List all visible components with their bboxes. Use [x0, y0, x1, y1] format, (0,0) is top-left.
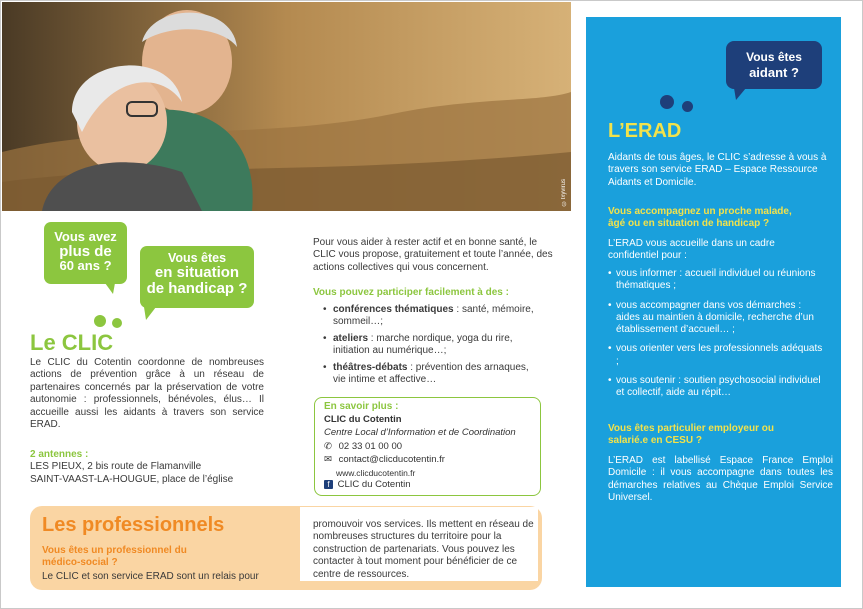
list-item	[323, 333, 543, 358]
professionals-question: Vous êtes un professionnel du médico-social ?	[42, 545, 187, 568]
list-item-bold: ateliers	[333, 332, 369, 344]
list-item: • vous orienter vers les professionnels adéquats ;	[608, 343, 823, 368]
phone-icon: ✆	[324, 441, 332, 452]
seniors-photo	[2, 2, 571, 211]
list-item: • vous informer : accueil individuel ou réunions thématiques ;	[608, 268, 823, 293]
erad-cesu-text: L’ERAD est labellisé Espace France Emploi Domicile : il vous accompagne dans toutes les démarches relatives au Chèque Emploi Service Universel.	[608, 455, 833, 503]
erad-question-aidant: Vous accompagnez un proche malade, âgé ou en situation de handicap ?	[608, 206, 792, 230]
list-item	[323, 362, 543, 387]
contact-web[interactable]: www.clicducotentin.fr	[336, 468, 416, 478]
list-item: • vous accompagner dans vos démarches : aides au maintien à domicile, recherche d’un établissement d’accueil… ;	[608, 300, 823, 337]
bubble-aidant	[726, 41, 822, 89]
list-item-bold: conférences thématiques	[333, 304, 454, 315]
thought-dot-icon	[682, 101, 693, 112]
activities-intro: Pour vous aider à rester actif et en bonne santé, le CLIC vous propose, gratuitement et toute l’année, des actions collectives qui vous concernent.	[313, 237, 553, 273]
bubble-text: 60 ans ?	[59, 258, 112, 274]
facebook-icon: f	[324, 480, 333, 489]
erad-intro: Aidants de tous âges, le CLIC s’adresse à vous à travers son service ERAD – Espace Ressource Aidants et Domicile.	[608, 152, 827, 188]
participer-title: Vous pouvez participer facilement à des :	[313, 287, 509, 298]
antennes-title: 2 antennes :	[30, 449, 89, 460]
contact-email-row	[324, 454, 445, 466]
bubble-text: de handicap ?	[146, 279, 248, 297]
thought-dot-icon	[94, 315, 106, 327]
seniors-illustration	[2, 2, 571, 211]
bubble-text: plus de	[59, 242, 112, 260]
bubble-text: Vous avez	[54, 229, 117, 244]
list-item-bold: théâtres-débats	[333, 361, 408, 373]
bubble-plus-60	[44, 222, 127, 284]
mail-icon: ✉	[324, 454, 332, 465]
thought-dot-icon	[112, 318, 122, 328]
antenne-saint-vaast: SAINT-VAAST-LA-HOUGUE, place de l’église	[30, 474, 234, 485]
bubble-text: aidant ?	[749, 65, 799, 80]
professionals-text-right: promouvoir vos services. Ils mettent en réseau de nombreuses structures du territoire pour la construction de partenariats. Vous pouvez les contacter à tout moment pour bénéficier de ce centre de ressources.	[313, 519, 534, 580]
list-item: • vous soutenir : soutien psychosocial individuel et collectif, aide au répit…	[608, 375, 823, 400]
bubble-tail	[734, 88, 746, 100]
contact-name: CLIC du Cotentin	[324, 414, 402, 425]
bubble-tail	[144, 307, 156, 320]
list-item-text: : prévention des arnaques, vie intime et affective…	[333, 361, 529, 386]
contact-facebook[interactable]: CLIC du Cotentin	[337, 479, 411, 490]
professionals-title: Les professionnels	[42, 514, 225, 536]
erad-title: L’ERAD	[608, 120, 682, 142]
list-item-text: : santé, mémoire, sommeil…;	[333, 304, 534, 328]
clic-title: Le CLIC	[30, 330, 114, 355]
contact-phone[interactable]: 02 33 01 00 00	[338, 441, 403, 452]
activities-list	[323, 304, 543, 390]
list-item-text: : marche nordique, yoga du rire, initiation au numérique…;	[333, 332, 513, 357]
bubble-text: Vous êtes	[167, 251, 227, 265]
professionals-text-left: Le CLIC et son service ERAD sont un relais pour	[42, 571, 259, 582]
antenne-les-pieux: LES PIEUX, 2 bis route de Flamanville	[30, 461, 202, 472]
erad-panel	[586, 17, 841, 587]
bubble-text: Vous êtes	[746, 50, 802, 64]
bubble-handicap	[140, 246, 254, 308]
contact-facebook-row	[324, 479, 411, 491]
bubble-tail	[105, 283, 115, 294]
erad-question-cesu: Vous êtes particulier employeur ou salarié.e en CESU ?	[608, 423, 774, 447]
contact-email[interactable]: contact@clicducotentin.fr	[338, 454, 445, 465]
contact-subtitle: Centre Local d’Information et de Coordination	[324, 427, 516, 438]
contact-title: En savoir plus :	[324, 401, 399, 412]
erad-welcome: L’ERAD vous accueille dans un cadre confidentiel pour :	[608, 238, 775, 262]
photo-credit: ©Ixyvirus	[561, 178, 567, 205]
bubble-text: en situation	[154, 264, 240, 282]
contact-phone-row	[324, 441, 402, 453]
list-item	[323, 304, 543, 329]
erad-services-list	[608, 268, 823, 407]
contact-box	[314, 397, 541, 496]
clic-intro: Le CLIC du Cotentin coordonne de nombreuses actions de prévention grâce à un réseau de partenaires concernés par la préservation de votre autonomie : professionnels, bénévoles, élus… Il accueille aussi les aidants à travers son service ERAD.	[30, 357, 264, 431]
thought-dot-icon	[660, 95, 674, 109]
